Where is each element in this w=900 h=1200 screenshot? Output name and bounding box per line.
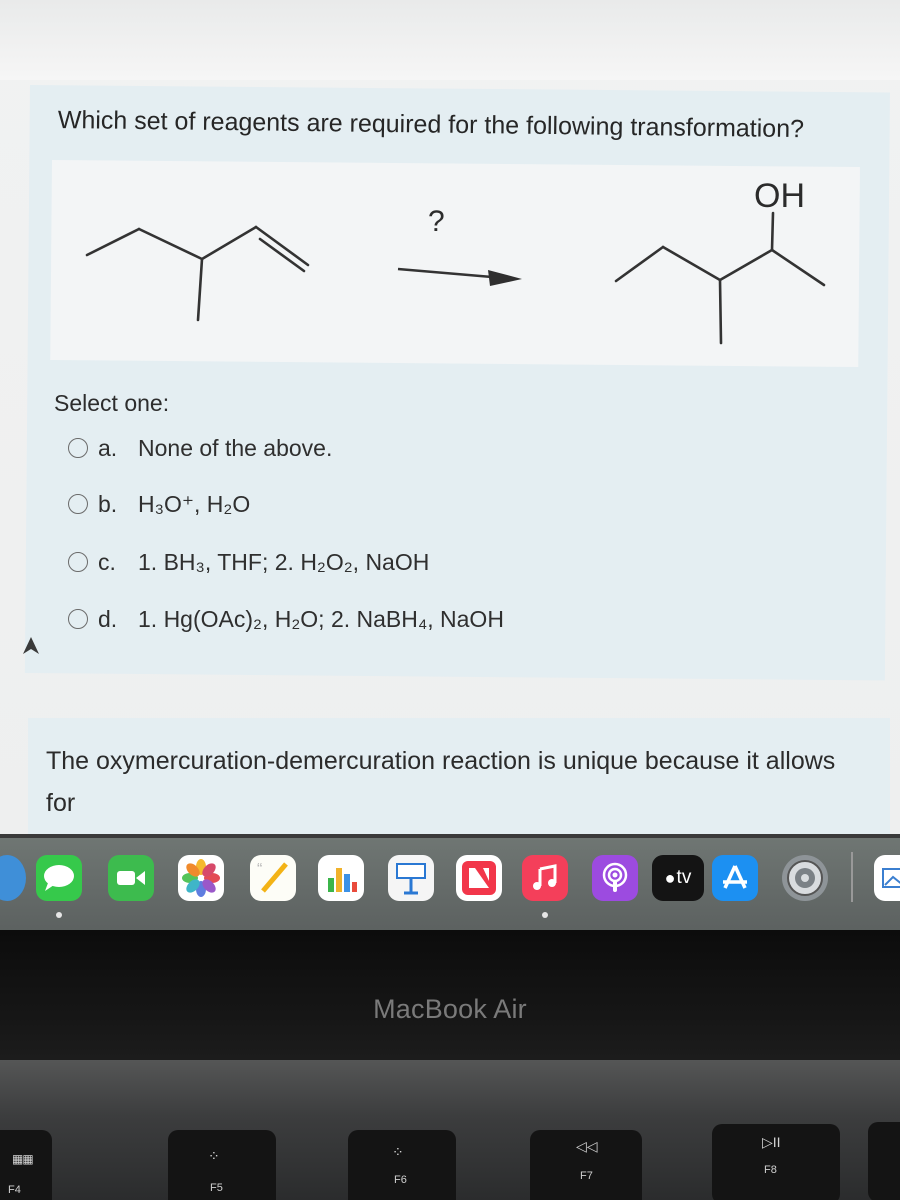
option-a[interactable] — [68, 432, 332, 464]
key-f8-label: F8 — [764, 1164, 777, 1176]
facetime-icon[interactable] — [108, 855, 154, 901]
app-store-icon[interactable] — [712, 855, 758, 901]
hydroxyl-label: OH — [754, 177, 805, 215]
option-c-letter: c. — [98, 548, 116, 575]
keyboard-brightness-down-icon: ⁘ — [208, 1148, 220, 1164]
key-f4-label: F4 — [8, 1184, 21, 1196]
option-a-letter: a. — [98, 434, 118, 461]
key-f9[interactable] — [868, 1122, 900, 1200]
key-f5[interactable] — [168, 1130, 276, 1200]
key-f8[interactable] — [712, 1124, 840, 1200]
option-d-text: 1. Hg(OAc)₂, H₂O; 2. NaBH₄, NaOH — [138, 605, 504, 632]
messages-icon[interactable] — [36, 855, 82, 901]
reaction-arrow — [398, 269, 522, 286]
previous-question-edge — [0, 0, 900, 80]
play-pause-icon: ▷II — [762, 1134, 781, 1150]
option-c-text: 1. BH₃, THF; 2. H₂O₂, NaOH — [138, 548, 430, 575]
option-b-text: H₃O⁺, H₂O — [138, 490, 251, 517]
running-indicator — [542, 912, 548, 918]
notes-pencil-icon[interactable] — [250, 855, 296, 901]
key-f6-label: F6 — [394, 1174, 407, 1186]
select-one-label: Select one: — [54, 390, 170, 416]
rewind-icon: ◁◁ — [576, 1138, 598, 1154]
launchpad-icon: ▦▦ — [12, 1152, 33, 1166]
apple-tv-icon[interactable]: ● tv — [652, 855, 704, 901]
option-b[interactable] — [68, 488, 250, 520]
key-f7[interactable] — [530, 1130, 642, 1200]
svg-text:“: “ — [257, 861, 263, 878]
key-f5-label: F5 — [210, 1182, 223, 1194]
laptop-brand-label: MacBook Air — [373, 994, 527, 1024]
podcasts-icon[interactable] — [592, 855, 638, 901]
running-indicator — [56, 912, 62, 918]
keynote-icon[interactable] — [388, 855, 434, 901]
dock-divider — [851, 852, 853, 902]
option-c-radio[interactable] — [68, 552, 88, 572]
mouse-cursor-icon — [22, 636, 40, 658]
option-a-text: None of the above. — [138, 434, 333, 461]
system-preferences-icon[interactable] — [782, 855, 828, 901]
numbers-icon[interactable] — [318, 855, 364, 901]
key-f6[interactable] — [348, 1130, 456, 1200]
question-prompt: Which set of reagents are required for the following transformation? — [57, 106, 805, 144]
reaction-scheme — [60, 165, 860, 355]
apple-tv-label: tv — [676, 867, 692, 888]
product-alcohol-structure — [616, 213, 824, 343]
keyboard-brightness-up-icon: ⁘ — [392, 1144, 404, 1160]
option-b-radio[interactable] — [68, 494, 88, 514]
music-icon[interactable] — [522, 855, 568, 901]
photos-icon[interactable] — [178, 855, 224, 901]
next-question-prompt: The oxymercuration-demercuration reaction is unique because it allows for — [46, 747, 836, 817]
news-icon[interactable] — [456, 855, 502, 901]
option-b-letter: b. — [98, 490, 118, 517]
key-f7-label: F7 — [580, 1170, 593, 1182]
option-d[interactable] — [68, 603, 504, 635]
option-a-radio[interactable] — [68, 438, 88, 458]
key-f4[interactable] — [0, 1130, 52, 1200]
screenshot-icon[interactable] — [874, 855, 900, 901]
starting-alkene-structure — [87, 227, 308, 320]
option-c[interactable] — [68, 546, 429, 578]
option-d-letter: d. — [98, 605, 118, 632]
reaction-arrow-label: ? — [428, 205, 445, 238]
option-d-radio[interactable] — [68, 609, 88, 629]
